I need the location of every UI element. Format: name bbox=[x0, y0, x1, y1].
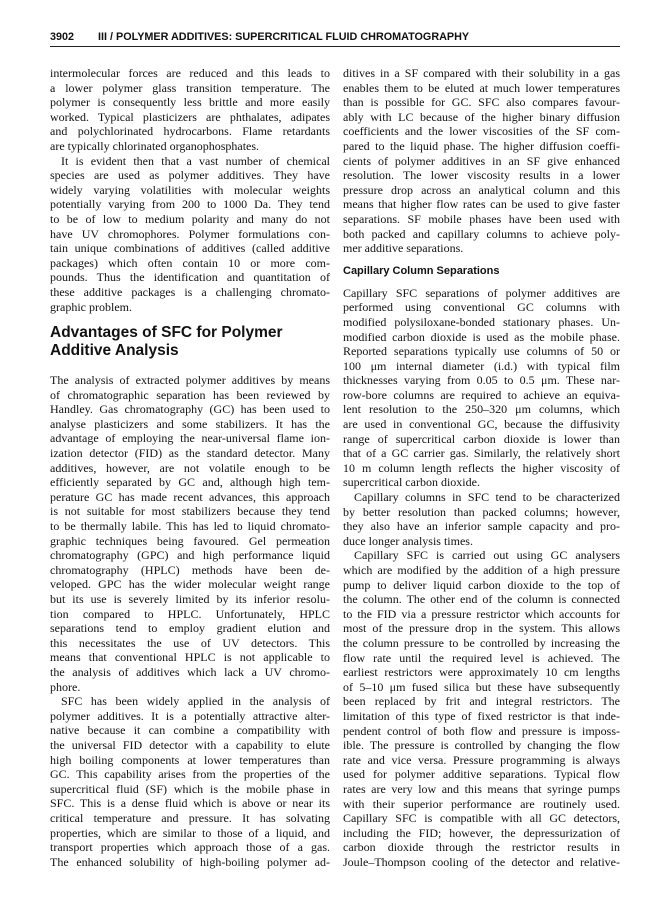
text-line: supercritical carbon dioxide. bbox=[343, 475, 480, 490]
text-line: resolution. The lower viscosity results in a lower bbox=[343, 168, 620, 183]
text-line: Reported separations typically use columns of 50 or bbox=[343, 344, 620, 359]
text-line: to be thermally labile. This has led to liquid chromato- bbox=[50, 519, 330, 534]
page-number: 3902 bbox=[50, 31, 75, 43]
paragraph bbox=[50, 66, 330, 154]
text-line: the universal FID detector with a capability to elute bbox=[50, 737, 330, 752]
text-line: Handley. Gas chromatography (GC) has been used to bbox=[50, 402, 330, 417]
text-line: tain unique combinations of additives (called additive bbox=[50, 241, 330, 256]
text-line: earliest restrictors were approximately 10 cm lengths bbox=[343, 665, 620, 680]
text-line: critical temperature and pressure. It has solvating bbox=[50, 810, 330, 825]
text-line: high boiling components at lower temperatures than bbox=[50, 752, 330, 767]
text-line: been replaced by frit and integral restrictors. The bbox=[343, 694, 620, 709]
text-line: 100 μm internal diameter (i.d.) with typical film bbox=[343, 358, 620, 373]
text-line: means that higher flow rates can be used to give faster bbox=[343, 197, 620, 212]
text-line: are used in conventional GC, because the diffusivity bbox=[343, 417, 620, 432]
text-line: flow rate until the required level is achieved. The bbox=[343, 650, 620, 665]
text-line: including the FID; however, the depressurization of bbox=[343, 825, 620, 840]
text-line: both packed and capillary columns to achieve poly- bbox=[343, 226, 620, 241]
text-line: coefficients and the lower viscosities of the SF com- bbox=[343, 124, 620, 139]
text-line: most of the pressure drop in the system. This allows bbox=[343, 621, 620, 636]
paragraph bbox=[50, 373, 330, 694]
text-line: efficiently separated by GC and, although high tem- bbox=[50, 475, 330, 490]
text-line: mer additive separations. bbox=[343, 241, 464, 256]
text-line: that of a GC carrier gas. Similarly, the relatively short bbox=[343, 446, 620, 461]
paragraph bbox=[343, 286, 620, 490]
text-line: ably with LC because of the higher binary diffusion bbox=[343, 109, 620, 124]
text-line: pounds. Thus the identification and quantitation of bbox=[50, 270, 330, 285]
subsection-heading: Capillary Column Separations bbox=[343, 264, 500, 277]
text-line: ible. The pressure is controlled by changing the flow bbox=[343, 738, 620, 753]
text-line: and polychlorinated hydrocarbons. Flame retardants bbox=[50, 124, 330, 139]
text-line: additives, however, are not volatile enough to be bbox=[50, 460, 330, 475]
running-header bbox=[50, 30, 620, 44]
text-line: means that conventional HPLC is not applicable to bbox=[50, 650, 330, 665]
text-line: worked. Typical plasticizers are phthalates, adipates bbox=[50, 109, 330, 124]
text-line: polymer is consequently less brittle and more easily bbox=[50, 95, 330, 110]
text-line: pendent control of both flow and pressure is imposs- bbox=[343, 723, 620, 738]
text-line: this necessitates the use of UV detectors. This bbox=[50, 635, 330, 650]
text-line: used for polymer additive separations. Typical flow bbox=[343, 767, 620, 782]
text-line: rate and vice versa. Pressure programming is always bbox=[343, 752, 620, 767]
paragraph bbox=[343, 490, 620, 548]
text-line: ditives in a SF compared with their solubility in a gas bbox=[343, 66, 620, 80]
text-line: tion compared to HPLC. Unfortunately, HPLC bbox=[50, 606, 330, 621]
text-line: performed using conventional GC columns with bbox=[343, 300, 620, 315]
text-line: have UV chromophores. Polymer formulations con- bbox=[50, 226, 330, 241]
text-line: carbon dioxide through the restrictor results in bbox=[343, 840, 620, 855]
text-line: transport properties which approach those of a gas. bbox=[50, 840, 330, 855]
text-line: species are used as polymer additives. They have bbox=[50, 168, 330, 183]
right-column bbox=[343, 66, 620, 869]
text-line: of 5–10 μm fused silica but these have subsequently bbox=[343, 679, 620, 694]
text-line: veloped. GPC has the wider molecular weight range bbox=[50, 577, 330, 592]
text-line: to the FID via a pressure restrictor which accounts for bbox=[343, 606, 620, 621]
text-line: graphic techniques being favoured. Gel permeation bbox=[50, 533, 330, 548]
text-line: Capillary SFC is carried out using GC analysers bbox=[354, 548, 620, 563]
text-line: perature GC has made recent advances, this approach bbox=[50, 489, 330, 504]
text-line: polymer additives. It is a potentially attractive alter- bbox=[50, 708, 330, 723]
text-line: than is possible for GC. SFC also compares favour- bbox=[343, 95, 620, 110]
text-line: ization detector (FID) as the standard detector. Many bbox=[50, 446, 330, 461]
text-line: a lower polymer glass transition temperature. The bbox=[50, 80, 330, 95]
text-line: are typically chlorinated organophosphates. bbox=[50, 138, 260, 153]
text-line: packages) which often contain 10 or more com- bbox=[50, 255, 330, 270]
text-line: supercritical fluid (SF) which is the mobile phase in bbox=[50, 781, 330, 796]
text-line: intermolecular forces are reduced and this leads to bbox=[50, 66, 330, 80]
header-rule bbox=[50, 46, 620, 47]
text-line: widely varying volatilities with molecular weights bbox=[50, 182, 330, 197]
text-line: but its use is severely limited by its inferior resolu- bbox=[50, 592, 330, 606]
text-line: row-bore columns are required to achieve an equiva- bbox=[343, 387, 620, 402]
text-line: Capillary SFC is compatible with all GC detectors, bbox=[343, 811, 620, 826]
text-line: rates are very low and this means that syringe pumps bbox=[343, 781, 620, 796]
text-line: limitation of this type of fixed restrictor is that inde- bbox=[343, 708, 620, 723]
text-line: of chromatographic separation has been reviewed by bbox=[50, 387, 330, 402]
text-line: It is evident then that a vast number of chemical bbox=[61, 153, 330, 168]
text-line: is not suitable for most stabilizers because they tend bbox=[50, 504, 330, 519]
text-line: separations tend to employ gradient elution and bbox=[50, 621, 330, 636]
text-line: native because it can combine a compatibility with bbox=[50, 723, 330, 738]
text-line: SFC. This is a dense fluid which is above or near its bbox=[50, 796, 330, 811]
text-line: The analysis of extracted polymer additives by means bbox=[50, 373, 330, 388]
text-line: Capillary SFC separations of polymer additives are bbox=[343, 285, 620, 300]
text-line: SFC has been widely applied in the analysis of bbox=[61, 694, 330, 709]
text-line: by better resolution than packed columns; however, bbox=[343, 504, 620, 519]
text-line: advantage of employing the near-universal flame ion- bbox=[50, 431, 330, 446]
text-line: 10 m column length reflects the higher viscosity of bbox=[343, 460, 620, 475]
text-line: Joule–Thompson cooling of the detector and relative- bbox=[343, 854, 620, 869]
text-line: chromatography (GPC) and high performance liquid bbox=[50, 548, 330, 563]
text-line: thicknesses varying from 0.05 to 0.5 μm. These nar- bbox=[343, 373, 620, 388]
section-heading bbox=[50, 324, 330, 360]
text-line: they also have an inferior sample capacity and pro- bbox=[343, 519, 620, 534]
text-line: cients of polymer additives in an SF give enhanced bbox=[343, 153, 620, 168]
text-line: these additive packages is a challenging chromato- bbox=[50, 284, 330, 299]
text-line: chromatography (HPLC) methods have been de- bbox=[50, 562, 330, 577]
text-line: the analysis of additives which lack a UV chromo- bbox=[50, 664, 330, 679]
text-line: range of supercritical carbon dioxide is lower than bbox=[343, 431, 620, 446]
text-line: modified carbon dioxide is used as the mobile phase. bbox=[343, 329, 620, 344]
text-line: pump to deliver liquid carbon dioxide to the top of bbox=[343, 577, 620, 592]
text-line: analyse plasticizers and some stabilizers. It has the bbox=[50, 416, 330, 431]
text-line: duce longer analysis times. bbox=[343, 533, 473, 548]
text-line: the column. The other end of the column is connected bbox=[343, 592, 620, 607]
text-line: phore. bbox=[50, 679, 81, 694]
section-heading-line: Advantages of SFC for Polymer bbox=[50, 324, 283, 342]
paragraph bbox=[343, 548, 620, 869]
paragraph bbox=[50, 694, 330, 869]
text-line: pared to the liquid phase. The higher diffusion coeffi- bbox=[343, 138, 620, 153]
running-title: III / POLYMER ADDITIVES: SUPERCRITICAL FLUID CHROMATOGRAPHY bbox=[98, 31, 470, 43]
text-line: with their superior performance are routinely used. bbox=[343, 796, 620, 811]
text-line: modified polysiloxane-bonded stationary phases. Un- bbox=[343, 314, 620, 329]
section-heading-line: Additive Analysis bbox=[50, 342, 179, 360]
text-line: lent resolution to the 250–320 μm columns, which bbox=[343, 402, 620, 417]
text-line: enables them to be eluted at much lower temperatures bbox=[343, 80, 620, 95]
text-line: The enhanced solubility of high-boiling polymer ad- bbox=[50, 854, 330, 869]
text-line: which are modified by the addition of a high pressure bbox=[343, 563, 620, 577]
text-line: pressure drop across an analytical column and this bbox=[343, 182, 620, 197]
paragraph bbox=[343, 66, 620, 256]
text-line: separations. SF mobile phases have been used with bbox=[343, 211, 620, 226]
text-line: properties, which are similar to those of a liquid, and bbox=[50, 825, 330, 840]
text-line: the column pressure to be controlled by increasing the bbox=[343, 635, 620, 650]
text-line: GC. This capability arises from the properties of the bbox=[50, 767, 330, 782]
text-line: graphic problem. bbox=[50, 299, 132, 314]
text-line: Capillary columns in SFC tend to be characterized bbox=[354, 490, 620, 505]
left-column bbox=[50, 66, 330, 869]
paragraph bbox=[50, 154, 330, 315]
text-line: potentially varying from 200 to 1000 Da. They tend bbox=[50, 197, 330, 212]
text-line: to be of low to medium polarity and many do not bbox=[50, 211, 330, 226]
